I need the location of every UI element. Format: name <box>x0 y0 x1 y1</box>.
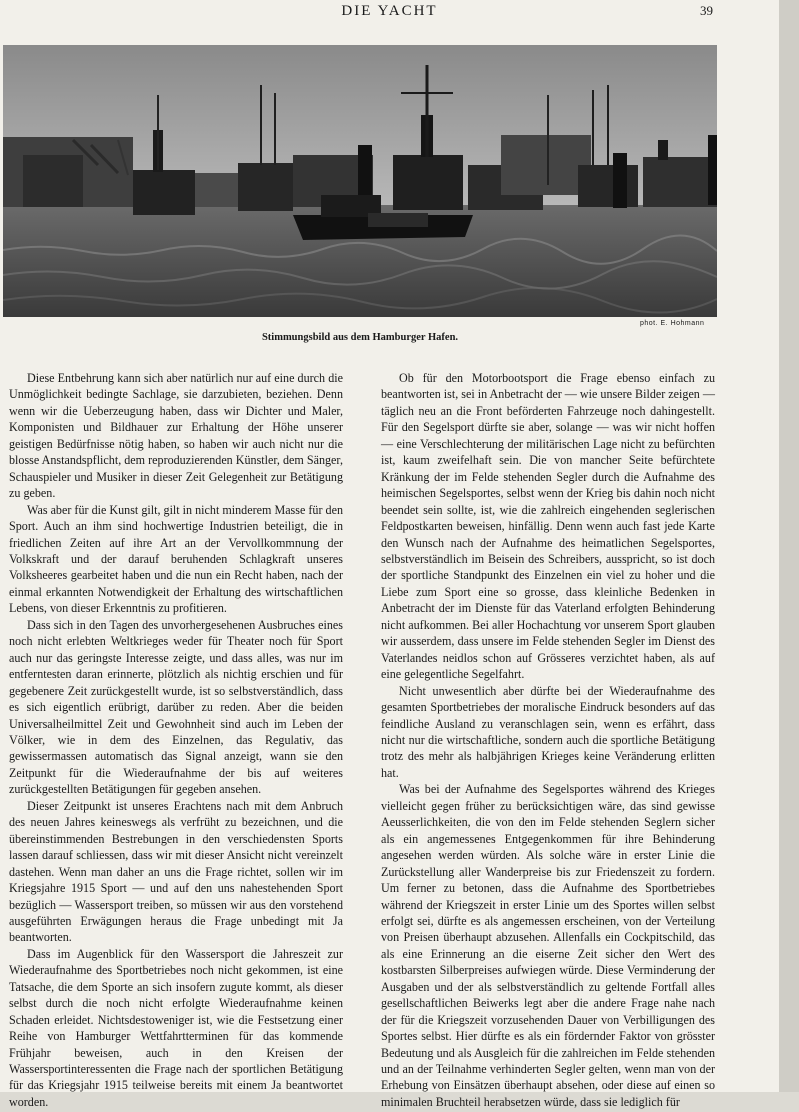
paragraph: Nicht unwesentlich aber dürfte bei der Wiederaufnahme des gesamten Sportbetriebes der moralische Eindruck besonders auf das feindliche Ausland zu veranschlagen sein, wenn es erfährt, dass nicht nur die wirtschaftliche, sondern auch die sportliche Betätigung trotz des mehr als halbjährigen Krieges keine Veränderung erlitten hat. <box>381 683 715 780</box>
photo-caption: Stimmungsbild aus dem Hamburger Hafen. <box>261 332 459 343</box>
paragraph: Ob für den Motorbootsport die Frage ebenso einfach zu beantworten ist, sei in Anbetracht der — wie unsere Bilder zeigen — täglich neu an die Front beförderten Fahrzeuge noch dahingestellt. Für den Segelsport dürfte sie aber, solange — was wir nicht hoffen — eine Verschlechterung der militärischen Lage nicht zu befürchten ist, kaum zweifelhaft sein. Die von mancher Seite befürchtete Kränkung der im Felde stehenden Segler durch die Aufnahme des heimischen Segelsportes, selbst wenn der Krieg bis dahin noch nicht beendet sein sollte, ist, wie die zahlreich eingehenden seglerischen Feldpostkarten beweisen, hinfällig. Denn wenn auch fast jede Karte den Wunsch nach der Aufnahme des heimatlichen Segelsportes, selbstverständlich im Beisein des Schreibers, ausspricht, so ist doch der sportliche Standpunkt des Einzelnen ein viel zu hoher und die Liebe zum Sport eine so grosse, dass kleinliche Bedenken in Anbetracht der im Dienste für das Vaterland erfolgten Behinderung nicht aufkommen. Bei aller Hochachtung vor unserem Sport glauben wir ausserdem, dass unsere im Felde stehenden Segler im Dienst des Vaterlandes neidlos schon auf Grösseres verzichtet haben, als auf eine gelegentliche Segelfahrt. <box>381 371 715 682</box>
paragraph: Dieser Zeitpunkt ist unseres Erachtens nach mit dem Anbruch des neuen Jahres keineswegs als verfrüht zu bezeichnen, und die übereinstimmenden Bestrebungen in den verschiedensten Sports lassen darauf schliessen, dass wir mit dieser Ansicht nicht vereinzelt dastehen. Wenn man daher an uns die Frage richtet, sollen wir im Kriegsjahre 1915 Sport — und auf den uns nahestehenden Sport bezüglich — Wassersport treiben, so müssen wir aus den vorstehend ausgeführten Erwägungen heraus die Frage unbedingt mit Ja beantworten. <box>9 798 343 945</box>
paragraph: Diese Entbehrung kann sich aber natürlich nur auf eine durch die Unmöglichkeit bedingte Sachlage, sie darzubieten, beziehen. Denn wenn wir die Ueberzeugung haben, dass wir Dichter und Maler, Komponisten und Bildhauer zur Erhaltung der Höhe unserer geistigen Bedürfnisse nötig haben, so haben wir auch nicht nur die blosse Anstandspflicht, dem reproduzierenden Künstler, dem Sänger, Schauspieler und Musiker in dieser Zeit Gelegenheit zur Betätigung zu geben. <box>9 371 343 501</box>
page-number: 39 <box>700 3 713 18</box>
harbor-photo-illustration <box>3 45 717 317</box>
page-edge-right <box>779 0 799 1112</box>
paragraph: Was bei der Aufnahme des Segelsportes während des Krieges vielleicht gegen früher zu berücksichtigen wäre, das sind gewisse Aeusserlichkeiten, die von den im Felde stehenden Seglern sicher als ein angemessenes Entgegenkommen für ihre Behinderung angesehen werden würden. Als solche wäre in erster Linie die Zurückstellung aller Wanderpreise bis zur Friedenszeit zu fordern. Um ferner zu betonen, dass die Aufnahme des Sportbetriebes während der Kriegszeit in erster Linie um des Sportes willen selbst erfolgt sei, dürfte es als angemessen erscheinen, von der Verteilung von Preisen überhaupt abzusehen. Allenfalls ein Cockpitschild, das als eine Erinnerung an die eiserne Zeit sicher den Wert des kostbarsten Silberpreises aufwiegen würde. Diese Verminderung der Ausgaben und der als selbstverständlich zu geltende Fortfall alles gesellschaftlichen Beiwerks legt aber die andere Frage nahe nach der für die Kriegszeit vorzusehenden Dauer von Verbilligungen des Sportes selbst. Hier dürfte es als ein fördernder Faktor von grösster Bedeutung und als Ausgleich für die zahlreichen im Felde stehenden und an der Teilnahme verhinderten Segler gelten, wenn man von der Erhebung von Einsätzen überhaupt absehen, oder diese auf einen so minimalen Bruchteil herabsetzen würde, dass sie lediglich für <box>381 782 715 1109</box>
paragraph: Dass im Augenblick für den Wassersport die Jahreszeit zur Wiederaufnahme des Sportbetriebes noch nicht gekommen, ist eine Tatsache, die dem Sporte an sich insofern zugute kommt, als dieser selbst durch die noch nicht erfolgte Wiederaufnahme keinen Schaden erleidet. Nichtsdestoweniger ist, wie die Festsetzung einer Reihe von Hamburger Wettfahrtterminen für das kommende Frühjahr beweisen, auch in den Kreisen der Wassersportinteressenten die Frage nach der sportlichen Betätigung für das Kriegsjahr 1915 teilweise bereits mit einem Ja beantwortet worden. <box>9 946 343 1109</box>
running-header-title: DIE YACHT <box>341 3 438 19</box>
article-right-column <box>381 370 715 1110</box>
photo-credit: phot. E. Hohmann <box>640 320 705 327</box>
harbor-photograph <box>3 45 717 317</box>
article-left-column <box>9 370 343 1110</box>
paragraph: Was aber für die Kunst gilt, gilt in nicht minderem Masse für den Sport. Auch an ihm sind hochwertige Industrien beteiligt, die in friedlichen Zeiten auf ihre Art an der Vervollkommnung der Volkskraft und der darauf beruhenden Schlagkraft unseres Volksheeres gearbeitet haben und die nun ein Recht haben, nach der einmal erkannten Notwendigkeit der Erhaltung des wirtschaftlichen Lebens, von dieser Erkenntnis zu profitieren. <box>9 502 343 616</box>
paragraph: Dass sich in den Tagen des unvorhergesehenen Ausbruches eines noch nicht erlebten Weltkrieges weder für Theater noch für Sport auch nur das geringste Interesse zeigte, und dass alles, was nur im entferntesten daran erinnerte, plötzlich als nichtig erschien und für gegebenere Zeit zurückgestellt wurde, ist so selbstverständlich, dass es sich eigentlich erübrigt, darüber zu reden. Aber die beiden Universalheilmittel Zeit und Gewohnheit sind auch im Leben der Völker, wie in dem des Einzelnen, das Regulativ, das gewissermassen automatisch das Signal anzeigt, wann sie den Zeitpunkt für die Wiederaufnahme der bis auf weiteres zurückgestellten Betätigungen für gegeben ansehen. <box>9 617 343 797</box>
